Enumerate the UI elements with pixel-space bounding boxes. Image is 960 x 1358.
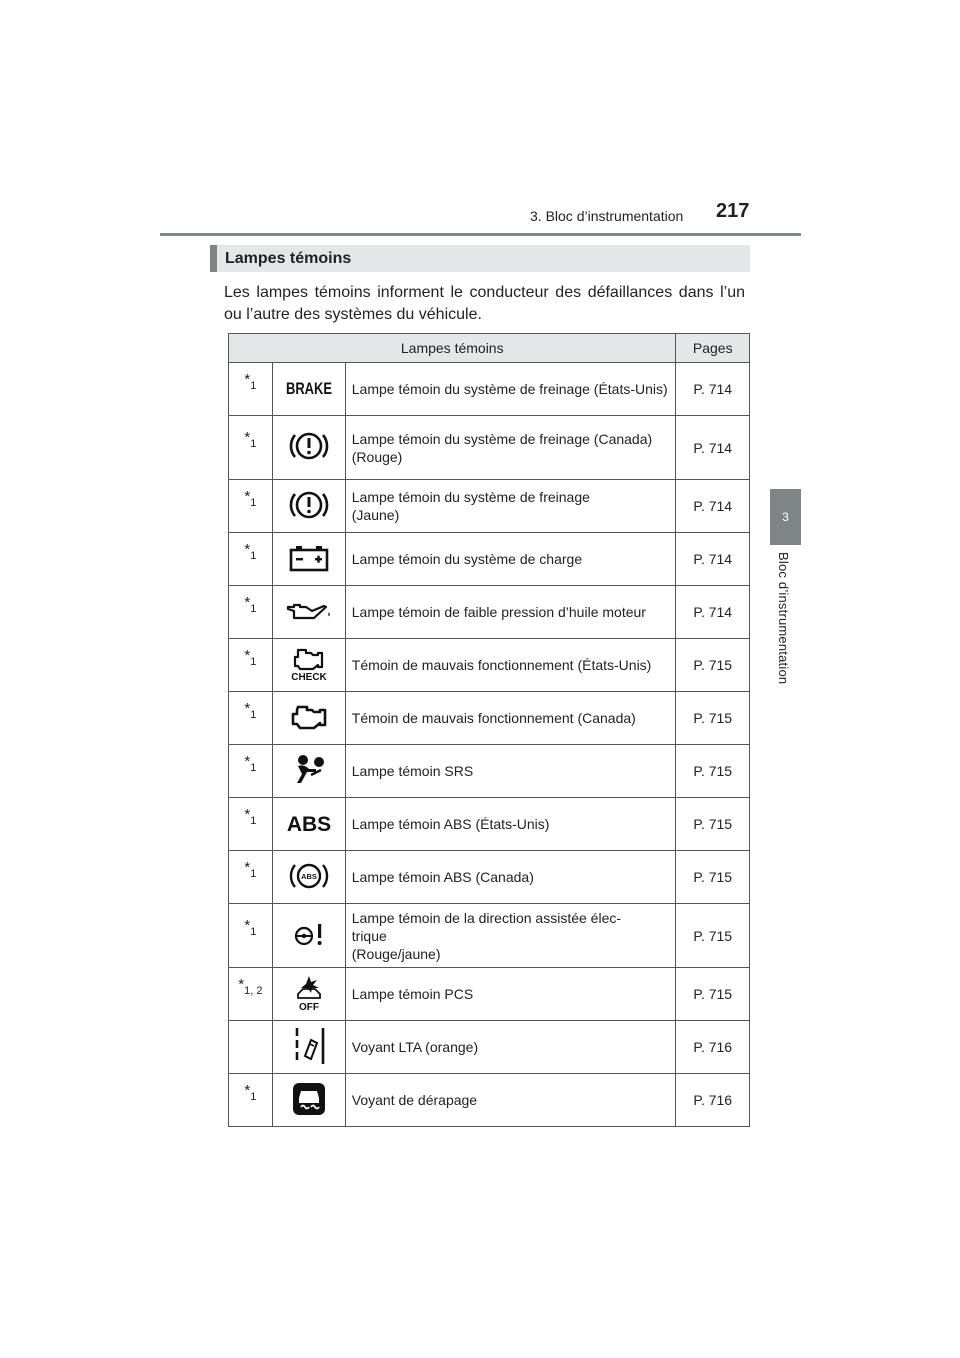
intro-paragraph: Les lampes témoins informent le conducteur des défaillances dans l’un ou l’autre des systèmes du véhicule. [224, 284, 745, 323]
footnote [244, 487, 257, 510]
table-row [229, 1074, 750, 1127]
svg-text:ABS: ABS [300, 871, 317, 881]
footnote [238, 975, 263, 998]
page-number: 217 [716, 200, 750, 222]
indicator-description: Lampe témoin du système de freinage (États-Unis) [345, 363, 676, 416]
footnote [244, 1081, 257, 1104]
footnote [244, 646, 257, 669]
footnote [244, 593, 257, 616]
abs-text-icon [286, 810, 332, 836]
page-reference: P. 715 [676, 851, 750, 904]
footnote-star: * [244, 858, 251, 876]
table-row [229, 968, 750, 1021]
footnote-mark [229, 968, 273, 1021]
power-steering-icon [289, 919, 329, 949]
indicator-description: Lampe témoin PCS [345, 968, 676, 1021]
pcs-off-icon [289, 974, 329, 1012]
table-row [229, 363, 750, 416]
svg-text:CHECK: CHECK [290, 671, 327, 683]
page-reference: P. 714 [676, 363, 750, 416]
svg-text:BRAKE: BRAKE [285, 378, 332, 398]
page-reference: P. 715 [676, 798, 750, 851]
svg-text:ABS: ABS [286, 812, 331, 836]
footnote-star: * [244, 1081, 251, 1099]
indicator-icon-cell [272, 1074, 345, 1127]
indicator-icon-cell [272, 533, 345, 586]
footnote [244, 429, 257, 451]
footnote-mark [229, 1074, 273, 1127]
footnote-mark [229, 363, 273, 416]
indicator-description: Lampe témoin SRS [345, 745, 676, 798]
brake-warning-red-icon [289, 428, 329, 464]
footnote [244, 370, 257, 393]
indicator-icon-cell [272, 798, 345, 851]
page-reference: P. 716 [676, 1074, 750, 1127]
indicator-description: Témoin de mauvais fonctionnement (États-Unis) [345, 639, 676, 692]
footnote [244, 858, 257, 881]
footnote-number: 1 [250, 867, 257, 880]
table-row [229, 586, 750, 639]
table-row [229, 1021, 750, 1074]
brake-icon [283, 376, 335, 400]
indicator-icon-cell [272, 480, 345, 533]
footnote-star: * [244, 805, 251, 823]
chapter-tab-label: Bloc d’instrumentation [776, 552, 791, 685]
footnote-star: * [244, 646, 251, 664]
table-row [229, 692, 750, 745]
indicator-description: Lampe témoin du système de charge [345, 533, 676, 586]
airbag-icon [289, 752, 329, 788]
indicator-description: Lampe témoin du système de freinage (Jaune) [345, 480, 676, 533]
footnote-number: 1 [250, 549, 257, 562]
footnote-mark [229, 692, 273, 745]
indicator-description: Voyant de dérapage [345, 1074, 676, 1127]
footnote-star: * [244, 593, 251, 611]
table-row [229, 851, 750, 904]
footnote-mark [229, 533, 273, 586]
footnote-number: 1 [250, 1090, 257, 1103]
oil-can-icon [284, 598, 334, 624]
footnote-mark [229, 480, 273, 533]
footnote-mark [229, 745, 273, 798]
footnote-mark [229, 904, 273, 968]
table-row [229, 904, 750, 968]
page-reference: P. 714 [676, 480, 750, 533]
footnote-number: 1 [250, 926, 257, 938]
footnote [244, 540, 257, 563]
footnote-star: * [244, 917, 251, 934]
footnote-mark [229, 851, 273, 904]
battery-icon [287, 543, 331, 573]
page-reference: P. 714 [676, 416, 750, 480]
footnote-star: * [244, 370, 251, 388]
section-title-accent [210, 245, 217, 272]
footnote-number: 1 [250, 708, 257, 721]
indicator-icon-cell [272, 968, 345, 1021]
table-row [229, 416, 750, 480]
indicator-icon-cell [272, 692, 345, 745]
section-title: Lampes témoins [225, 250, 352, 267]
footnote [244, 805, 257, 828]
indicator-description: Témoin de mauvais fonctionnement (Canada) [345, 692, 676, 745]
header-rule [160, 233, 801, 236]
table-header-pages: Pages [676, 334, 750, 363]
footnote-star: * [244, 487, 251, 505]
table-row [229, 798, 750, 851]
indicator-description: Lampe témoin ABS (Canada) [345, 851, 676, 904]
indicator-icon-cell [272, 745, 345, 798]
footnote-star: * [244, 699, 251, 717]
engine-icon [287, 702, 331, 732]
page-reference: P. 715 [676, 904, 750, 968]
footnote [244, 699, 257, 722]
footnote-number: 1 [250, 814, 257, 827]
page-reference: P. 714 [676, 586, 750, 639]
skid-icon [291, 1081, 327, 1117]
footnote-number: 1 [250, 602, 257, 615]
footnote-star: * [244, 429, 251, 446]
footnote-mark [229, 586, 273, 639]
page-reference: P. 715 [676, 639, 750, 692]
page-reference: P. 715 [676, 968, 750, 1021]
footnote-star: * [244, 540, 251, 558]
footnote-star: * [244, 752, 251, 770]
check-engine-icon [289, 645, 329, 683]
footnote-number: 1 [250, 761, 257, 774]
footnote-number: 1 [250, 438, 257, 450]
page-reference: P. 714 [676, 533, 750, 586]
indicator-description: Lampe témoin de la direction assistée élec- trique (Rouge/jaune) [345, 904, 676, 968]
footnote-number: 1 [250, 655, 257, 668]
page-reference: P. 716 [676, 1021, 750, 1074]
footnote-mark [229, 1021, 273, 1074]
brake-warning-yellow-icon [289, 487, 329, 523]
indicator-description: Lampe témoin du système de freinage (Canada) (Rouge) [345, 416, 676, 480]
indicator-icon-cell [272, 904, 345, 968]
footnote [244, 752, 257, 775]
indicator-icon-cell [272, 639, 345, 692]
svg-text:OFF: OFF [298, 1001, 319, 1013]
footnote-mark [229, 639, 273, 692]
table-header-row [229, 334, 750, 363]
footnote-mark [229, 416, 273, 480]
table-row [229, 533, 750, 586]
indicator-description: Lampe témoin de faible pression d’huile moteur [345, 586, 676, 639]
indicator-icon-cell [272, 851, 345, 904]
page-section-header: 3. Bloc d’instrumentation [530, 208, 684, 224]
footnote [244, 917, 257, 939]
indicator-description: Voyant LTA (orange) [345, 1021, 676, 1074]
table-header-indicator: Lampes témoins [229, 334, 676, 363]
indicator-description: Lampe témoin ABS (États-Unis) [345, 798, 676, 851]
page-reference: P. 715 [676, 745, 750, 798]
footnote-star: * [238, 975, 245, 993]
indicator-icon-cell [272, 416, 345, 480]
footnote-number: 1, 2 [244, 984, 263, 997]
table-row [229, 639, 750, 692]
indicator-icon-cell [272, 586, 345, 639]
abs-circle-icon [289, 858, 329, 894]
section-title-bar [210, 245, 750, 272]
table-row [229, 480, 750, 533]
indicator-icon-cell [272, 363, 345, 416]
lane-trace-icon [289, 1026, 329, 1066]
indicator-icon-cell [272, 1021, 345, 1074]
table-row [229, 745, 750, 798]
indicator-table [228, 333, 750, 1127]
page-reference: P. 715 [676, 692, 750, 745]
footnote-number: 1 [250, 379, 257, 392]
footnote-mark [229, 798, 273, 851]
chapter-tab: 3 [770, 489, 801, 545]
footnote-number: 1 [250, 496, 257, 509]
